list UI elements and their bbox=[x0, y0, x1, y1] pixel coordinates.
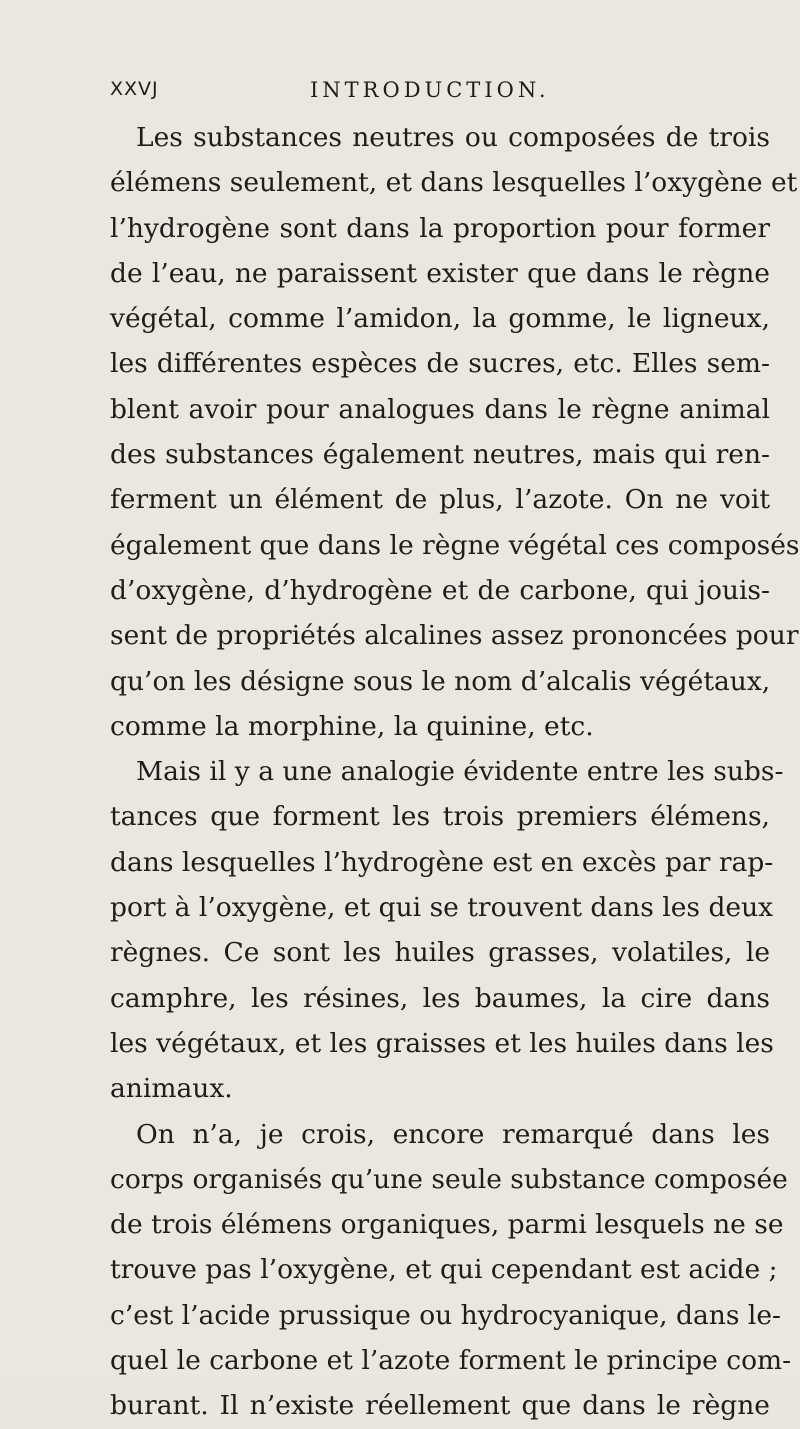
text-line: animaux. bbox=[110, 1073, 233, 1105]
text-line: de l’eau, ne paraissent exister que dans le règne bbox=[110, 257, 770, 289]
body-text bbox=[110, 115, 800, 1429]
text-line: On n’a, je crois, encore remarqué dans les bbox=[136, 1118, 770, 1150]
text-line: ferment un élément de plus, l’azote. On ne voit bbox=[110, 484, 770, 516]
page-header bbox=[110, 78, 730, 108]
text-line: c’est l’acide prussique ou hydrocyanique, dans le- bbox=[110, 1299, 781, 1331]
text-line: les végétaux, et les graisses et les huiles dans les bbox=[110, 1027, 774, 1059]
page-number: XXVJ bbox=[110, 78, 159, 100]
text-line: dans lesquelles l’hydrogène est en excès par rap- bbox=[110, 846, 774, 878]
text-line: quel le carbone et l’azote forment le principe com- bbox=[110, 1345, 792, 1377]
text-line: qu’on les désigne sous le nom d’alcalis végétaux, bbox=[110, 665, 771, 697]
text-line: l’hydrogène sont dans la proportion pour former bbox=[110, 212, 770, 244]
text-line: les différentes espèces de sucres, etc. Elles sem- bbox=[110, 348, 770, 380]
text-line: d’oxygène, d’hydrogène et de carbone, qui jouis- bbox=[110, 574, 770, 606]
text-line: tances que forment les trois premiers élémens, bbox=[110, 801, 770, 833]
text-line: également que dans le règne végétal ces composés bbox=[110, 529, 800, 561]
text-line: de trois élémens organiques, parmi lesquels ne se bbox=[110, 1209, 784, 1241]
text-line: comme la morphine, la quinine, etc. bbox=[110, 710, 594, 742]
text-line: camphre, les résines, les baumes, la cire dans bbox=[110, 982, 770, 1014]
text-line: port à l’oxygène, et qui se trouvent dans les deux bbox=[110, 892, 774, 924]
text-line: blent avoir pour analogues dans le règne animal bbox=[110, 393, 770, 425]
text-line: Les substances neutres ou composées de trois bbox=[136, 122, 770, 153]
text-line: trouve pas l’oxygène, et qui cependant est acide ; bbox=[110, 1254, 778, 1286]
text-line: corps organisés qu’une seule substance composée bbox=[110, 1163, 788, 1195]
text-line: burant. Il n’existe réellement que dans le règne bbox=[110, 1390, 770, 1422]
text-line: des substances également neutres, mais qui ren- bbox=[110, 439, 770, 471]
text-line: végétal, comme l’amidon, la gomme, le ligneux, bbox=[110, 303, 770, 335]
text-line: élémens seulement, et dans lesquelles l’oxygène et bbox=[110, 167, 798, 199]
text-line: sent de propriétés alcalines assez prononcées pour bbox=[110, 620, 799, 652]
text-line: Mais il y a une analogie évidente entre les subs- bbox=[136, 756, 784, 788]
running-head: INTRODUCTION. bbox=[310, 78, 550, 102]
text-line: règnes. Ce sont les huiles grasses, volatiles, le bbox=[110, 937, 770, 969]
